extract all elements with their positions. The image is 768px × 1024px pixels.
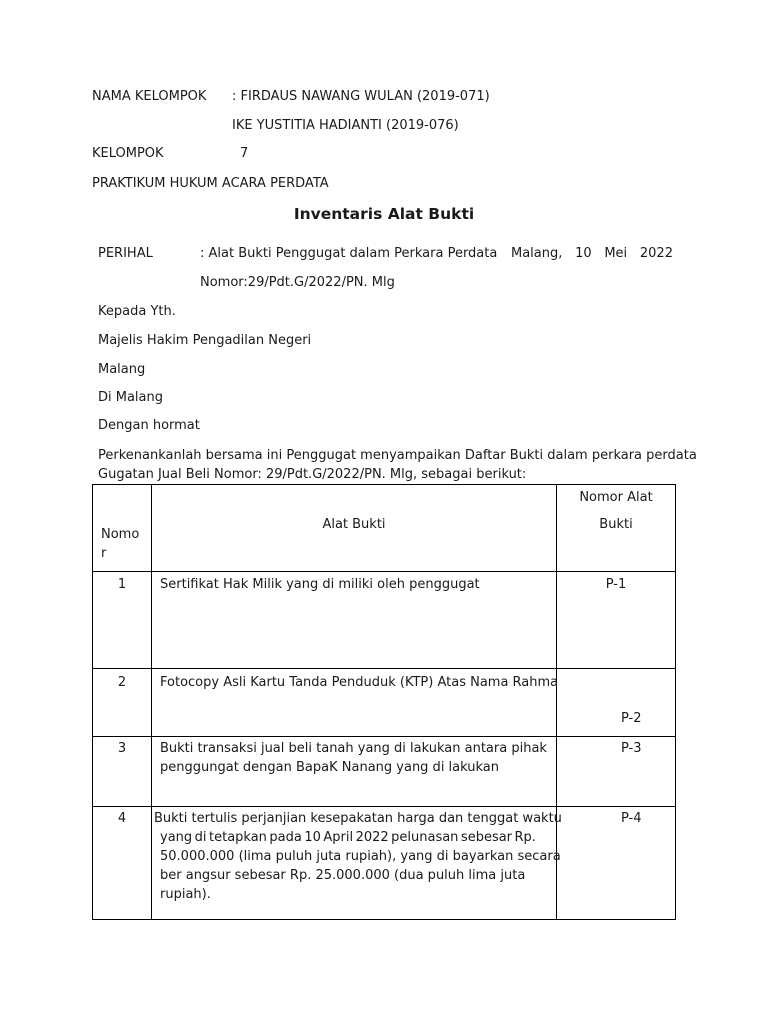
dengan-hormat: Dengan hormat xyxy=(98,418,200,433)
row-number-cell xyxy=(93,669,152,737)
row-description-line: Fotocopy Asli Kartu Tanda Penduduk (KTP) Atas Nama Rahma xyxy=(160,675,559,690)
row-description xyxy=(154,809,562,904)
date-place: Malang, xyxy=(511,246,563,261)
header-nomor-alat-line-2: Bukti xyxy=(599,517,633,532)
table-row xyxy=(93,572,676,669)
table-header-row xyxy=(93,485,676,572)
row-code-cell xyxy=(557,669,676,737)
header-nomor xyxy=(93,485,152,572)
date-month: Mei xyxy=(604,246,628,261)
row-description-word: Rp. xyxy=(514,830,536,845)
praktikum-title: PRAKTIKUM HUKUM ACARA PERDATA xyxy=(92,176,329,191)
row-description-cell xyxy=(152,572,557,669)
row-description-line: rupiah). xyxy=(160,887,211,902)
row-description-line: 50.000.000 (lima puluh juta rupiah), yang di bayarkan secara xyxy=(160,849,561,864)
header-nomor-line-1: Nomo xyxy=(101,527,140,542)
row-description-word: tetapkan xyxy=(209,830,267,845)
row-description-word: 2022 xyxy=(355,830,389,845)
row-description-line: Bukti tertulis perjanjian kesepakatan harga dan tenggat waktu xyxy=(154,811,562,826)
document-title: Inventaris Alat Bukti xyxy=(293,205,475,223)
row-code: P-1 xyxy=(605,577,627,592)
row-code: P-4 xyxy=(621,811,642,826)
malang: Malang xyxy=(98,362,146,377)
row-code: P-3 xyxy=(621,741,642,756)
row-description-cell xyxy=(152,807,562,920)
perihal-value: : Alat Bukti Penggugat dalam Perkara Perdata xyxy=(200,246,498,261)
intro-line-1: Perkenankanlah bersama ini Penggugat menyampaikan Daftar Bukti dalam perkara perdata xyxy=(98,448,697,463)
row-description xyxy=(160,739,547,777)
header-nomor-alat-bukti xyxy=(557,485,676,572)
table-row xyxy=(93,737,676,807)
row-description-word: yang xyxy=(160,830,193,845)
row-description-word: pelunasan xyxy=(391,830,459,845)
row-description-line xyxy=(154,828,536,847)
row-number-cell xyxy=(93,572,152,669)
row-number-cell xyxy=(93,807,152,920)
row-description-word: April xyxy=(323,830,354,845)
member-1: : FIRDAUS NAWANG WULAN (2019-071) xyxy=(232,89,490,104)
kelompok-value: 7 xyxy=(240,146,249,161)
intro-paragraph xyxy=(98,446,697,484)
table-row xyxy=(93,669,676,737)
row-code-cell xyxy=(557,572,676,669)
nama-kelompok-label: NAMA KELOMPOK xyxy=(92,89,207,104)
row-number: 1 xyxy=(117,577,127,592)
row-number: 2 xyxy=(117,675,127,690)
row-code-cell xyxy=(557,807,676,920)
intro-line-2: Gugatan Jual Beli Nomor: 29/Pdt.G/2022/PN. Mlg, sebagai berikut: xyxy=(98,467,527,482)
row-description-word: sebesar xyxy=(460,830,513,845)
row-description-line: Sertifikat Hak Milik yang di miliki oleh penggugat xyxy=(160,577,480,592)
row-number: 4 xyxy=(117,811,127,826)
header-nomor-alat-line-1: Nomor Alat xyxy=(579,490,653,505)
date-day: 10 xyxy=(575,246,592,261)
di-malang: Di Malang xyxy=(98,390,164,405)
perihal-label: PERIHAL xyxy=(98,246,153,261)
row-description-line: penggungat dengan BapaK Nanang yang di lakukan xyxy=(160,760,500,775)
date-year: 2022 xyxy=(639,246,673,261)
row-description-cell xyxy=(152,737,557,807)
majelis-hakim: Majelis Hakim Pengadilan Negeri xyxy=(98,333,312,348)
row-description-word: 10 xyxy=(304,830,321,845)
row-code: P-2 xyxy=(621,711,642,726)
row-description-line: ber angsur sebesar Rp. 25.000.000 (dua puluh lima juta xyxy=(160,868,526,883)
header-alat-bukti xyxy=(152,485,557,572)
kelompok-label: KELOMPOK xyxy=(92,146,164,161)
letter-date xyxy=(511,246,673,261)
row-description-word: di xyxy=(194,830,207,845)
row-description-line: Bukti transaksi jual beli tanah yang di lakukan antara pihak xyxy=(160,741,547,756)
row-number: 3 xyxy=(117,741,127,756)
row-description-cell xyxy=(152,669,557,737)
header-nomor-line-2: r xyxy=(101,546,107,561)
header-alat-bukti-label: Alat Bukti xyxy=(322,517,386,532)
row-number-cell xyxy=(93,737,152,807)
evidence-table xyxy=(92,484,676,920)
kepada-yth: Kepada Yth. xyxy=(98,304,176,319)
row-code-cell xyxy=(557,737,676,807)
table-row xyxy=(93,807,676,920)
member-2: IKE YUSTITIA HADIANTI (2019-076) xyxy=(232,118,459,133)
row-description-word: pada xyxy=(269,830,302,845)
perkara-nomor: Nomor:29/Pdt.G/2022/PN. Mlg xyxy=(200,275,395,290)
